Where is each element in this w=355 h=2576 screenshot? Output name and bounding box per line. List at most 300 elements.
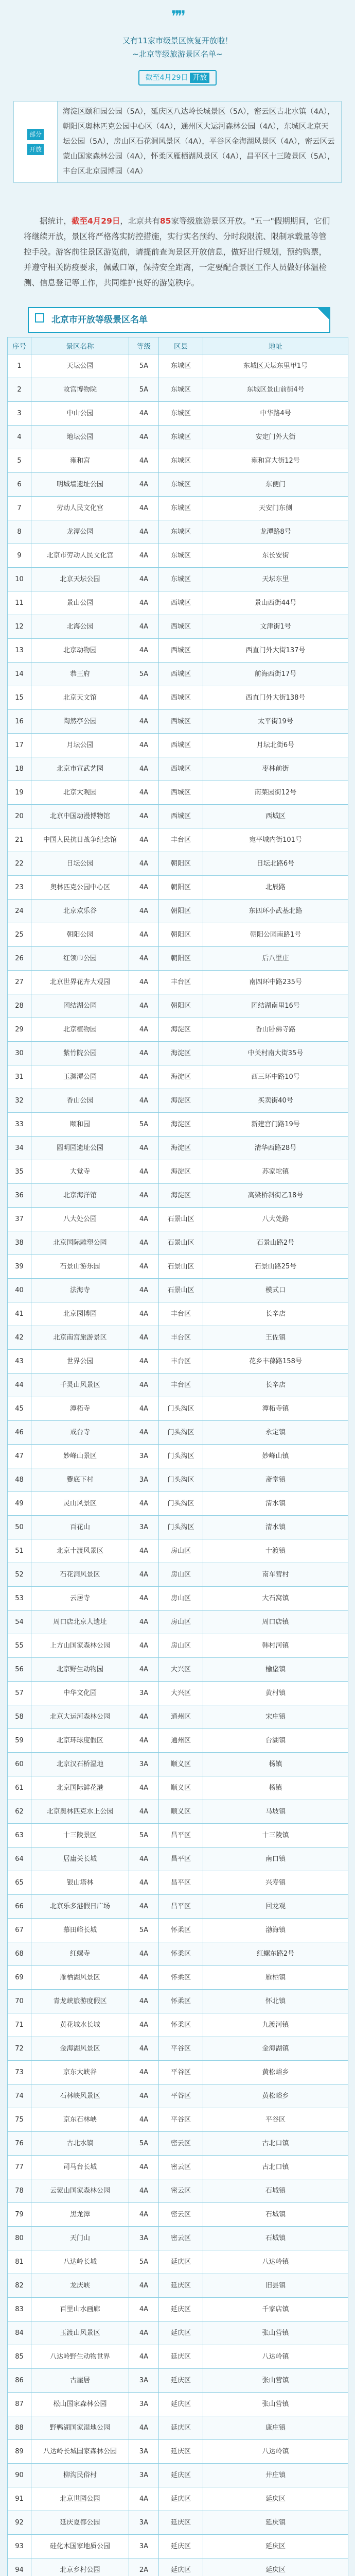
cell-level: 4A	[129, 591, 159, 615]
cell-name: 京东大峡谷	[31, 2061, 129, 2084]
cell-level: 4A	[129, 1705, 159, 1729]
cell-name: 陶然亭公园	[31, 710, 129, 734]
cell-level: 3A	[129, 1468, 159, 1492]
table-row	[8, 2511, 348, 2535]
cell-name: 石花洞风景区	[31, 1563, 129, 1587]
table-row	[8, 1160, 348, 1184]
cell-level: 4A	[129, 1065, 159, 1089]
cell-index: 27	[8, 971, 31, 994]
cell-address: 中关村南大街35号	[203, 1042, 348, 1065]
cell-name: 法海寺	[31, 1279, 129, 1302]
table-row	[8, 2535, 348, 2558]
cell-address: 安定门外大街	[203, 426, 348, 449]
cell-name: 玉渊潭公园	[31, 1065, 129, 1089]
cell-index: 19	[8, 781, 31, 805]
cell-name: 北海公园	[31, 615, 129, 639]
cell-district: 密云区	[159, 2203, 203, 2227]
cell-name: 中华文化园	[31, 1682, 129, 1705]
cell-name: 司马台长城	[31, 2156, 129, 2179]
cell-address: 西直门外大街137号	[203, 639, 348, 663]
cell-address: 月坛北街6号	[203, 734, 348, 757]
cell-address: 文津街1号	[203, 615, 348, 639]
cell-address: 永定镇	[203, 1421, 348, 1445]
table-row	[8, 1776, 348, 1800]
cell-address: 长辛店	[203, 1374, 348, 1397]
cell-district: 海淀区	[159, 1137, 203, 1160]
cell-address: 新建宫门路19号	[203, 1113, 348, 1137]
checkbox-square-icon	[35, 313, 44, 323]
table-row	[8, 1279, 348, 1302]
date-tag-prefix: 截至	[145, 74, 160, 82]
cell-district: 丰台区	[159, 971, 203, 994]
cell-index: 20	[8, 805, 31, 828]
cell-district: 门头沟区	[159, 1468, 203, 1492]
cell-address: 枣林前街	[203, 757, 348, 781]
cell-address: 张山营镇	[203, 2369, 348, 2393]
table-row	[8, 1919, 348, 1942]
cell-level: 4A	[129, 1042, 159, 1065]
cell-index: 94	[8, 2558, 31, 2576]
cell-address: 中华路4号	[203, 402, 348, 426]
cell-name: 京东石林峡	[31, 2108, 129, 2132]
cell-district: 房山区	[159, 1587, 203, 1611]
cell-level: 5A	[129, 2250, 159, 2274]
cell-index: 29	[8, 1018, 31, 1042]
table-row	[8, 2464, 348, 2487]
cell-district: 怀柔区	[159, 1990, 203, 2013]
cell-district: 西城区	[159, 710, 203, 734]
table-row	[8, 2393, 348, 2416]
table-row	[8, 1824, 348, 1848]
table-row	[8, 1634, 348, 1658]
cell-address: 张山营镇	[203, 2393, 348, 2416]
table-row	[8, 2321, 348, 2345]
cell-name: 硅化木国家地质公园	[31, 2535, 129, 2558]
cell-level: 4A	[129, 544, 159, 568]
cell-level: 5A	[129, 354, 159, 378]
cell-name: 黄花城水长城	[31, 2013, 129, 2037]
cell-district: 石景山区	[159, 1279, 203, 1302]
cell-index: 80	[8, 2227, 31, 2250]
cell-name: 中山公园	[31, 402, 129, 426]
cell-address: 马坡镇	[203, 1800, 348, 1824]
cell-index: 56	[8, 1658, 31, 1682]
cell-level: 4A	[129, 520, 159, 544]
cell-level: 3A	[129, 2393, 159, 2416]
cell-district: 海淀区	[159, 1184, 203, 1208]
cell-name: 古北水镇	[31, 2132, 129, 2156]
table-row	[8, 1208, 348, 1231]
table-row	[8, 947, 348, 971]
table-row	[8, 449, 348, 473]
table-row	[8, 1800, 348, 1824]
table-row	[8, 2227, 348, 2250]
cell-name: 松山国家森林公园	[31, 2393, 129, 2416]
cell-name: 北京园博园	[31, 1302, 129, 1326]
cell-index: 48	[8, 1468, 31, 1492]
cell-district: 东城区	[159, 520, 203, 544]
cell-name: 戒台寺	[31, 1421, 129, 1445]
cell-index: 31	[8, 1065, 31, 1089]
cell-level: 4A	[129, 497, 159, 520]
cell-level: 4A	[129, 2298, 159, 2321]
table-row	[8, 923, 348, 947]
cell-name: 北京乡村公园	[31, 2558, 129, 2576]
table-row	[8, 1563, 348, 1587]
cell-name: 颐和园	[31, 1113, 129, 1137]
cell-address: 石景山路25号	[203, 1255, 348, 1279]
cell-index: 71	[8, 2013, 31, 2037]
cell-name: 北京植物园	[31, 1018, 129, 1042]
cell-index: 11	[8, 591, 31, 615]
cell-address: 杨镇	[203, 1776, 348, 1800]
cell-level: 4A	[129, 1587, 159, 1611]
cell-index: 59	[8, 1729, 31, 1753]
cell-name: 明城墙遗址公园	[31, 473, 129, 497]
cell-address: 榆垡镇	[203, 1658, 348, 1682]
table-row	[8, 1113, 348, 1137]
cell-index: 46	[8, 1421, 31, 1445]
cell-level: 4A	[129, 1137, 159, 1160]
cell-name: 景山公园	[31, 591, 129, 615]
table-row	[8, 1895, 348, 1919]
cell-address: 高梁桥斜街乙18号	[203, 1184, 348, 1208]
cell-index: 52	[8, 1563, 31, 1587]
intro	[77, 34, 278, 61]
table-row	[8, 426, 348, 449]
cell-level: 4A	[129, 734, 159, 757]
cell-level: 4A	[129, 1729, 159, 1753]
table-row	[8, 520, 348, 544]
col-header-index: 序号	[8, 337, 31, 354]
cell-index: 50	[8, 1516, 31, 1539]
cell-index: 60	[8, 1753, 31, 1776]
cell-level: 4A	[129, 686, 159, 710]
cell-district: 延庆区	[159, 2274, 203, 2298]
cell-level: 3A	[129, 2440, 159, 2464]
cell-address: 雍和宫大街12号	[203, 449, 348, 473]
cell-address: 回龙观	[203, 1895, 348, 1919]
cell-district: 通州区	[159, 1729, 203, 1753]
cell-index: 84	[8, 2321, 31, 2345]
cell-district: 延庆区	[159, 2464, 203, 2487]
table-row	[8, 994, 348, 1018]
cell-district: 朝阳区	[159, 852, 203, 876]
cell-name: 雁栖湖风景区	[31, 1966, 129, 1990]
cell-district: 延庆区	[159, 2416, 203, 2440]
table-row	[8, 971, 348, 994]
cell-index: 66	[8, 1895, 31, 1919]
cell-name: 北京海洋馆	[31, 1184, 129, 1208]
table-row	[8, 1302, 348, 1326]
cell-address: 日坛北路6号	[203, 852, 348, 876]
cell-district: 门头沟区	[159, 1492, 203, 1516]
cell-name: 北京汉石桥湿地	[31, 1753, 129, 1776]
cell-district: 密云区	[159, 2179, 203, 2203]
cell-index: 7	[8, 497, 31, 520]
cell-index: 64	[8, 1848, 31, 1871]
cell-name: 龙庆峡	[31, 2274, 129, 2298]
table-row	[8, 900, 348, 923]
cell-index: 72	[8, 2037, 31, 2061]
cell-name: 北京国际鲜花港	[31, 1776, 129, 1800]
table-row	[8, 2061, 348, 2084]
table-row	[8, 1990, 348, 2013]
cell-index: 43	[8, 1350, 31, 1374]
cell-name: 北京天坛公园	[31, 568, 129, 591]
cell-address: 红螺东路2号	[203, 1942, 348, 1966]
cell-name: 北京野生动物园	[31, 1658, 129, 1682]
cell-address: 古北口镇	[203, 2132, 348, 2156]
cell-address: 雁栖镇	[203, 1966, 348, 1990]
cell-district: 通州区	[159, 1705, 203, 1729]
table-row	[8, 378, 348, 402]
table-row	[8, 1705, 348, 1729]
cell-address: 团结湖南里16号	[203, 994, 348, 1018]
cell-address: 西直门外大街138号	[203, 686, 348, 710]
cell-district: 平谷区	[159, 2037, 203, 2061]
cell-district: 密云区	[159, 2132, 203, 2156]
cell-name: 圆明园遗址公园	[31, 1137, 129, 1160]
cell-district: 大兴区	[159, 1658, 203, 1682]
list-title: 北京市开放等级景区名单	[51, 315, 148, 325]
table-row	[8, 876, 348, 900]
cell-address: 怀北镇	[203, 1990, 348, 2013]
table-row	[8, 852, 348, 876]
table-row	[8, 1468, 348, 1492]
cell-index: 92	[8, 2511, 31, 2535]
cell-index: 75	[8, 2108, 31, 2132]
cell-level: 5A	[129, 378, 159, 402]
cell-index: 32	[8, 1089, 31, 1113]
cell-index: 69	[8, 1966, 31, 1990]
cell-district: 朝阳区	[159, 994, 203, 1018]
cell-name: 金海湖风景区	[31, 2037, 129, 2061]
cell-name: 劳动人民文化宫	[31, 497, 129, 520]
cell-index: 81	[8, 2250, 31, 2274]
cell-name: 千灵山风景区	[31, 1374, 129, 1397]
cell-level: 4A	[129, 1848, 159, 1871]
cell-name: 上方山国家森林公园	[31, 1634, 129, 1658]
table-row	[8, 2013, 348, 2037]
cell-index: 25	[8, 923, 31, 947]
cell-district: 石景山区	[159, 1255, 203, 1279]
table-row	[8, 2108, 348, 2132]
cell-address: 南口镇	[203, 1848, 348, 1871]
cell-name: 紫竹院公园	[31, 1042, 129, 1065]
cell-index: 22	[8, 852, 31, 876]
cell-district: 海淀区	[159, 1018, 203, 1042]
cell-district: 延庆区	[159, 2393, 203, 2416]
table-row	[8, 805, 348, 828]
cell-index: 44	[8, 1374, 31, 1397]
cell-name: 北京欢乐谷	[31, 900, 129, 923]
table-row	[8, 1184, 348, 1208]
cell-name: 红领巾公园	[31, 947, 129, 971]
cell-name: 中国人民抗日战争纪念馆	[31, 828, 129, 852]
cell-name: 龙潭公园	[31, 520, 129, 544]
cell-level: 4A	[129, 1776, 159, 1800]
cell-address: 买卖街40号	[203, 1089, 348, 1113]
cell-name: 北京国际雕塑公园	[31, 1231, 129, 1255]
cell-level: 4A	[129, 2345, 159, 2369]
cell-address: 南四环中路235号	[203, 971, 348, 994]
cell-address: 妙峰山镇	[203, 1445, 348, 1468]
table-row	[8, 1042, 348, 1065]
cell-address: 香山卧佛寺路	[203, 1018, 348, 1042]
table-row	[8, 354, 348, 378]
cell-address: 旧县镇	[203, 2274, 348, 2298]
cell-address: 东城区景山前街4号	[203, 378, 348, 402]
table-row	[8, 1350, 348, 1374]
notice-count: 85	[159, 216, 171, 226]
cell-index: 91	[8, 2487, 31, 2511]
cell-index: 34	[8, 1137, 31, 1160]
cell-district: 密云区	[159, 2156, 203, 2179]
partial-open-row	[14, 101, 342, 183]
cell-index: 33	[8, 1113, 31, 1137]
cell-index: 37	[8, 1208, 31, 1231]
table-row	[8, 639, 348, 663]
cell-name: 慕田峪长城	[31, 1919, 129, 1942]
cell-district: 东城区	[159, 544, 203, 568]
table-row	[8, 1065, 348, 1089]
cell-level: 3A	[129, 2227, 159, 2250]
cell-name: 黑龙潭	[31, 2203, 129, 2227]
cell-district: 门头沟区	[159, 1421, 203, 1445]
cell-district: 海淀区	[159, 1065, 203, 1089]
cell-level: 4A	[129, 2156, 159, 2179]
cell-level: 4A	[129, 402, 159, 426]
cell-index: 26	[8, 947, 31, 971]
cell-index: 8	[8, 520, 31, 544]
cell-level: 4A	[129, 1871, 159, 1895]
table-row	[8, 1848, 348, 1871]
cell-index: 79	[8, 2203, 31, 2227]
cell-district: 东城区	[159, 568, 203, 591]
partial-label-1: 部分	[27, 129, 44, 140]
cell-index: 83	[8, 2298, 31, 2321]
cell-address: 清华西路28号	[203, 1137, 348, 1160]
cell-address: 大石窝镇	[203, 1587, 348, 1611]
table-body	[8, 354, 348, 2576]
cell-index: 17	[8, 734, 31, 757]
cell-index: 86	[8, 2369, 31, 2393]
cell-address: 康庄镇	[203, 2416, 348, 2440]
cell-level: 4A	[129, 2037, 159, 2061]
cell-level: 4A	[129, 1539, 159, 1563]
table-row	[8, 1089, 348, 1113]
cell-level: 4A	[129, 2013, 159, 2037]
cell-name: 天坛公园	[31, 354, 129, 378]
cell-district: 石景山区	[159, 1208, 203, 1231]
cell-name: 世界公园	[31, 1350, 129, 1374]
cell-district: 延庆区	[159, 2321, 203, 2345]
cell-address: 龙潭路8号	[203, 520, 348, 544]
date-tag-date: 4月29日	[159, 74, 188, 82]
table-row	[8, 2298, 348, 2321]
table-row	[8, 2037, 348, 2061]
cell-address: 周口店镇	[203, 1611, 348, 1634]
cell-district: 丰台区	[159, 1302, 203, 1326]
cell-index: 85	[8, 2345, 31, 2369]
intro-line-2: ~北京等级旅游景区名单~	[132, 49, 223, 59]
cell-name: 柳沟民俗村	[31, 2464, 129, 2487]
cell-level: 3A	[129, 1682, 159, 1705]
cell-name: 团结湖公园	[31, 994, 129, 1018]
cell-level: 4A	[129, 923, 159, 947]
cell-district: 平谷区	[159, 2061, 203, 2084]
cell-level: 4A	[129, 710, 159, 734]
cell-index: 2	[8, 378, 31, 402]
table-row	[8, 1397, 348, 1421]
cell-name: 百花山	[31, 1516, 129, 1539]
cell-name: 八达岭野生动物世界	[31, 2345, 129, 2369]
cell-district: 延庆区	[159, 2369, 203, 2393]
cell-address: 九渡河镇	[203, 2013, 348, 2037]
cell-index: 1	[8, 354, 31, 378]
cell-index: 23	[8, 876, 31, 900]
cell-level: 4A	[129, 781, 159, 805]
cell-index: 13	[8, 639, 31, 663]
cell-address: 井庄镇	[203, 2464, 348, 2487]
cell-district: 大兴区	[159, 1682, 203, 1705]
cell-level: 4A	[129, 1326, 159, 1350]
cell-level: 4A	[129, 2108, 159, 2132]
cell-address: 八大处路	[203, 1208, 348, 1231]
cell-level: 4A	[129, 1184, 159, 1208]
cell-level: 3A	[129, 1516, 159, 1539]
cell-district: 东城区	[159, 354, 203, 378]
cell-name: 北京市劳动人民文化宫	[31, 544, 129, 568]
table-row	[8, 1018, 348, 1042]
cell-level: 4A	[129, 1611, 159, 1634]
cell-name: 古崖居	[31, 2369, 129, 2393]
cell-address: 花乡丰葆路158号	[203, 1350, 348, 1374]
table-row	[8, 2250, 348, 2274]
cell-level: 4A	[129, 1966, 159, 1990]
intro-line-1: 又有11家市级景区恢复开放啦！	[122, 36, 233, 45]
cell-name: 朝阳公园	[31, 923, 129, 947]
cell-index: 89	[8, 2440, 31, 2464]
cell-district: 东城区	[159, 426, 203, 449]
cell-district: 延庆区	[159, 2250, 203, 2274]
table-row	[8, 1587, 348, 1611]
cell-level: 4A	[129, 1492, 159, 1516]
cell-address: 王佐镇	[203, 1326, 348, 1350]
cell-name: 天门山	[31, 2227, 129, 2250]
cell-level: 4A	[129, 1421, 159, 1445]
cell-district: 西城区	[159, 781, 203, 805]
table-row	[8, 757, 348, 781]
cell-level: 5A	[129, 1113, 159, 1137]
cell-name: 雍和宫	[31, 449, 129, 473]
cell-address: 杨镇	[203, 1753, 348, 1776]
table-row	[8, 1966, 348, 1990]
cell-address: 韩村河镇	[203, 1634, 348, 1658]
cell-district: 房山区	[159, 1563, 203, 1587]
cell-index: 14	[8, 663, 31, 686]
cell-district: 怀柔区	[159, 1942, 203, 1966]
cell-address: 延庆区	[203, 2535, 348, 2558]
cell-district: 延庆区	[159, 2345, 203, 2369]
cell-level: 4A	[129, 1279, 159, 1302]
cell-index: 10	[8, 568, 31, 591]
cell-name: 云蒙山国家森林公园	[31, 2179, 129, 2203]
cell-name: 银山塔林	[31, 1871, 129, 1895]
cell-name: 居庸关长城	[31, 1848, 129, 1871]
cell-district: 丰台区	[159, 828, 203, 852]
